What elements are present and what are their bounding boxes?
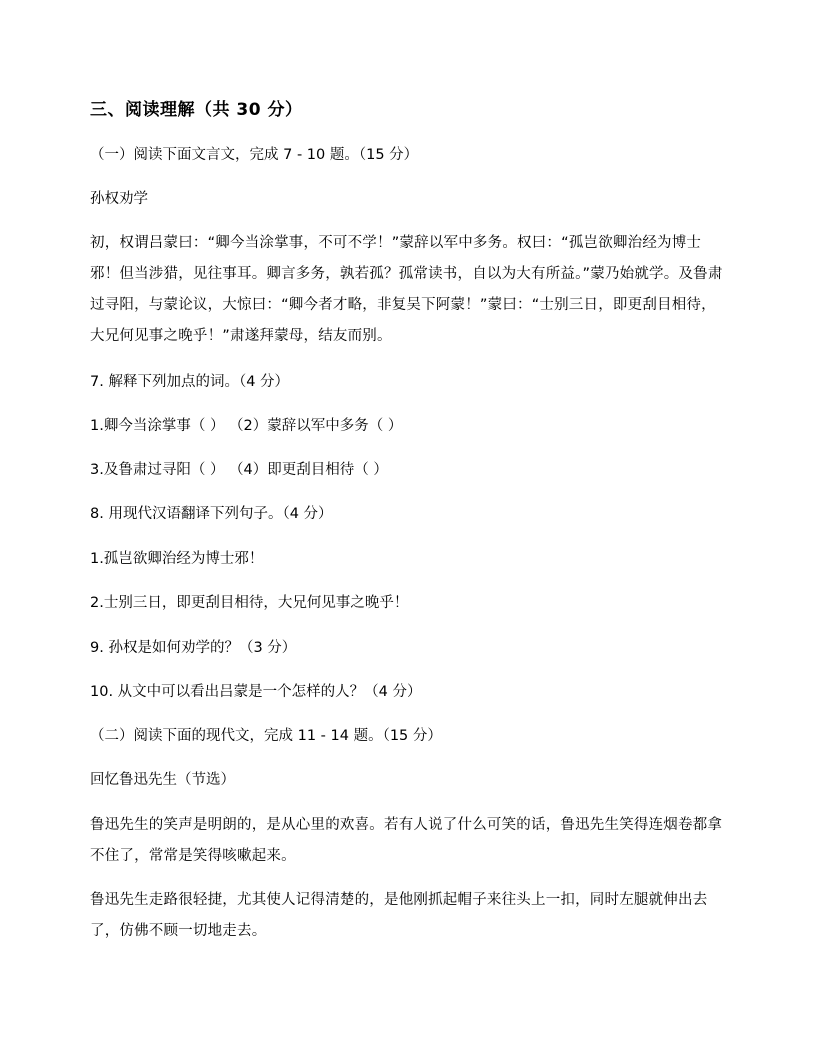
question-7-items-1: 1.卿今当涂掌事（ ） （2）蒙辞以军中多务（ ） (90, 418, 403, 434)
part1-intro: （一）阅读下面文言文，完成 7 - 10 题。（15 分） (90, 147, 419, 163)
question-8-item-1: 1.孤岂欲卿治经为博士邪！ (90, 551, 264, 567)
question-10: 10. 从文中可以看出吕蒙是一个怎样的人？（4 分） (90, 684, 422, 700)
question-8-item-2: 2.士别三日，即更刮目相待，大兄何见事之晚乎！ (90, 595, 409, 611)
section-heading: 三、阅读理解（共 30 分） (90, 100, 303, 120)
part2-title: 回忆鲁迅先生（节选） (90, 772, 235, 788)
part1-passage: 初，权谓吕蒙曰：“卿今当涂掌事，不可不学！”蒙辞以军中多务。权曰：“孤岂欲卿治经为博士邪！但当涉猎，见往事耳。卿言多务，孰若孤？孤常读书，自以为大有所益。”蒙乃始就学。及鲁肃过寻阳，与蒙论议，大惊曰：“卿今者才略，非复吴下阿蒙！”蒙曰：“士别三日，即更刮目相待，大兄何见事之晚乎！”肃遂拜蒙母，结友而别。 (90, 235, 723, 344)
part2-paragraph-2: 鲁迅先生走路很轻捷，尤其使人记得清楚的，是他刚抓起帽子来往头上一扣，同时左腿就伸出去了，仿佛不顾一切地走去。 (90, 892, 708, 939)
question-7: 7. 解释下列加点的词。（4 分） (90, 374, 290, 390)
question-9: 9. 孙权是如何劝学的？（3 分） (90, 640, 297, 656)
part2-paragraph-1: 鲁迅先生的笑声是明朗的，是从心里的欢喜。若有人说了什么可笑的话，鲁迅先生笑得连烟卷都拿不住了，常常是笑得咳嗽起来。 (90, 817, 723, 864)
question-7-items-2: 3.及鲁肃过寻阳（ ） （4）即更刮目相待（ ） (90, 462, 388, 478)
part2-intro: （二）阅读下面的现代文，完成 11 - 14 题。（15 分） (90, 728, 442, 744)
part1-title: 孙权劝学 (90, 191, 148, 207)
question-8: 8. 用现代汉语翻译下列句子。（4 分） (90, 506, 333, 522)
